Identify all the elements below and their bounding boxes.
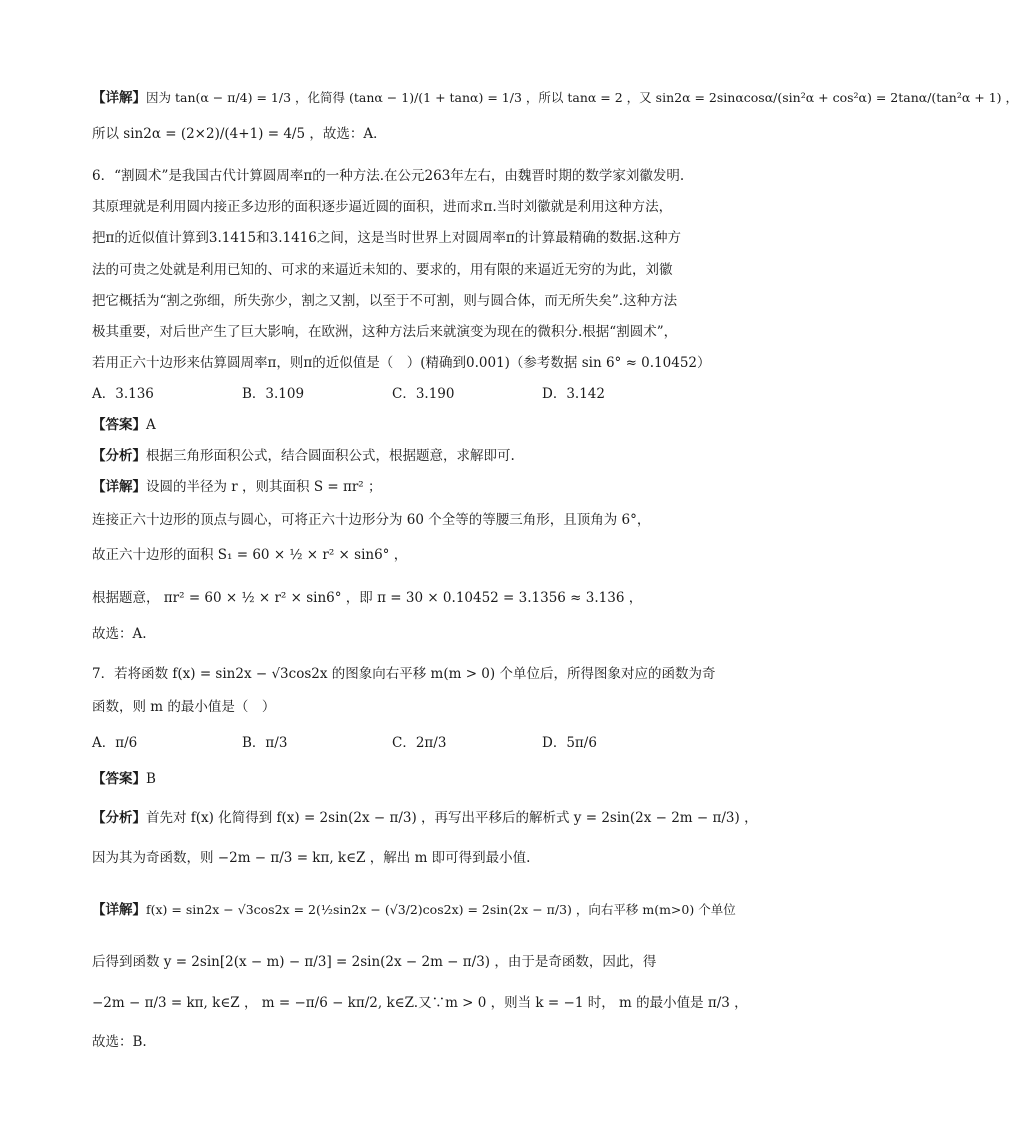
- q7-option-d: D．5π/6: [542, 735, 597, 751]
- q7-detail-line-4: 故选：B.: [92, 1034, 147, 1050]
- analysis-label: 【分析】: [92, 448, 146, 464]
- q6-stem-line-7: 若用正六十边形来估算圆周率π，则π的近似值是（ ）(精确到0.001)（参考数据 sin 6° ≈ 0.10452）: [92, 355, 711, 371]
- q7-answer-value: B: [146, 771, 156, 787]
- q6-option-d: D．3.142: [542, 386, 605, 402]
- q7-analysis-line-1: [92, 808, 758, 828]
- q7-analysis-text: 首先对 f(x) 化简得到 f(x) = 2sin(2x − π/3) ，再写出平移后的解析式 y = 2sin(2x − 2m − π/3) ，: [146, 810, 758, 826]
- q7-answer: [92, 769, 724, 789]
- q6-stem-line-3: 把π的近似值计算到3.1415和3.1416之间，这是当时世界上对圆周率π的计算最精确的数据.这种方: [92, 230, 682, 246]
- q6-option-b: B．3.109: [242, 386, 305, 402]
- q7-stem-line-2: 函数，则 m 的最小值是（ ）: [92, 699, 276, 715]
- q7-detail-line-1: [92, 900, 736, 920]
- q7-detail-text: f(x) = sin2x − √3cos2x = 2(½sin2x − (√3/2)cos2x) = 2sin(2x − π/3) ，向右平移 m(m>0) 个单位: [146, 902, 736, 917]
- q6-detail-line-5: 故选：A.: [92, 626, 147, 642]
- q5-detail-line-1: [92, 88, 1018, 108]
- q6-detail-line-3: 故正六十边形的面积 S₁ = 60 × ½ × r² × sin6° ，: [92, 547, 408, 563]
- q6-detail-line-1: [92, 477, 724, 497]
- q7-detail-line-3: −2m − π/3 = kπ, k∈Z ， m = −π/6 − kπ/2, k∈Z.又∵m > 0 ，则当 k = −1 时， m 的最小值是 π/3 ，: [92, 995, 748, 1011]
- q7-option-b: B．π/3: [242, 735, 288, 751]
- answer-label: 【答案】: [92, 417, 146, 433]
- q6-stem-line-5: 把它概括为“割之弥细，所失弥少，割之又割，以至于不可割，则与圆合体，而无所失矣”.这种方法: [92, 293, 678, 309]
- q6-stem-line-1: 6．“割圆术”是我国古代计算圆周率π的一种方法.在公元263年左右，由魏晋时期的数学家刘徽发明.: [92, 168, 685, 184]
- q6-detail-text: 设圆的半径为 r ，则其面积 S = πr² ；: [146, 479, 382, 495]
- q6-detail-line-4: 根据题意， πr² = 60 × ½ × r² × sin6° ，即 π = 30 × 0.10452 = 3.1356 ≈ 3.136 ，: [92, 590, 643, 606]
- q6-detail-line-2: 连接正六十边形的顶点与圆心，可将正六十边形分为 60 个全等的等腰三角形，且顶角为 6°，: [92, 512, 651, 528]
- q7-option-c: C．2π/3: [392, 735, 447, 751]
- q6-analysis-text: 根据三角形面积公式，结合圆面积公式，根据题意，求解即可.: [146, 448, 515, 464]
- q6-answer: [92, 415, 724, 435]
- q7-options: [92, 733, 712, 753]
- q5-detail-line-2: 所以 sin2α = (2×2)/(4+1) = 4/5 ，故选：A．: [92, 126, 387, 142]
- q7-stem-line-1: 7．若将函数 f(x) = sin2x − √3cos2x 的图象向右平移 m(m > 0) 个单位后，所得图象对应的函数为奇: [92, 666, 716, 682]
- q6-options: [92, 384, 712, 404]
- q6-option-c: C．3.190: [392, 386, 455, 402]
- q7-option-a: A．π/6: [92, 735, 138, 751]
- q7-detail-line-2: 后得到函数 y = 2sin[2(x − m) − π/3] = 2sin(2x − 2m − π/3) ，由于是奇函数，因此，得: [92, 954, 657, 970]
- q5-detail-text: 因为 tan(α − π/4) = 1/3 ，化简得 (tanα − 1)/(1 + tanα) = 1/3 ，所以 tanα = 2 ，又 sin2α = 2sinαcosα/(sin²α + cos²α) = 2tanα/(tan²α + 1) ，: [146, 90, 1018, 105]
- q7-analysis-line-2: 因为其为奇函数，则 −2m − π/3 = kπ, k∈Z ，解出 m 即可得到最小值.: [92, 850, 531, 866]
- analysis-label: 【分析】: [92, 810, 146, 826]
- detail-label: 【详解】: [92, 90, 146, 106]
- q6-answer-value: A: [146, 417, 156, 433]
- q6-option-a: A．3.136: [92, 386, 154, 402]
- q6-stem-line-2: 其原理就是利用圆内接正多边形的面积逐步逼近圆的面积，进而求π.当时刘徽就是利用这种方法，: [92, 199, 673, 215]
- detail-label: 【详解】: [92, 479, 146, 495]
- q6-stem-line-6: 极其重要，对后世产生了巨大影响，在欧洲，这种方法后来就演变为现在的微积分.根据“割圆术”，: [92, 324, 678, 340]
- answer-label: 【答案】: [92, 771, 146, 787]
- q6-stem-line-4: 法的可贵之处就是利用已知的、可求的来逼近未知的、要求的，用有限的来逼近无穷的为此，刘徽: [92, 262, 673, 278]
- q6-analysis: [92, 446, 724, 466]
- detail-label: 【详解】: [92, 902, 146, 918]
